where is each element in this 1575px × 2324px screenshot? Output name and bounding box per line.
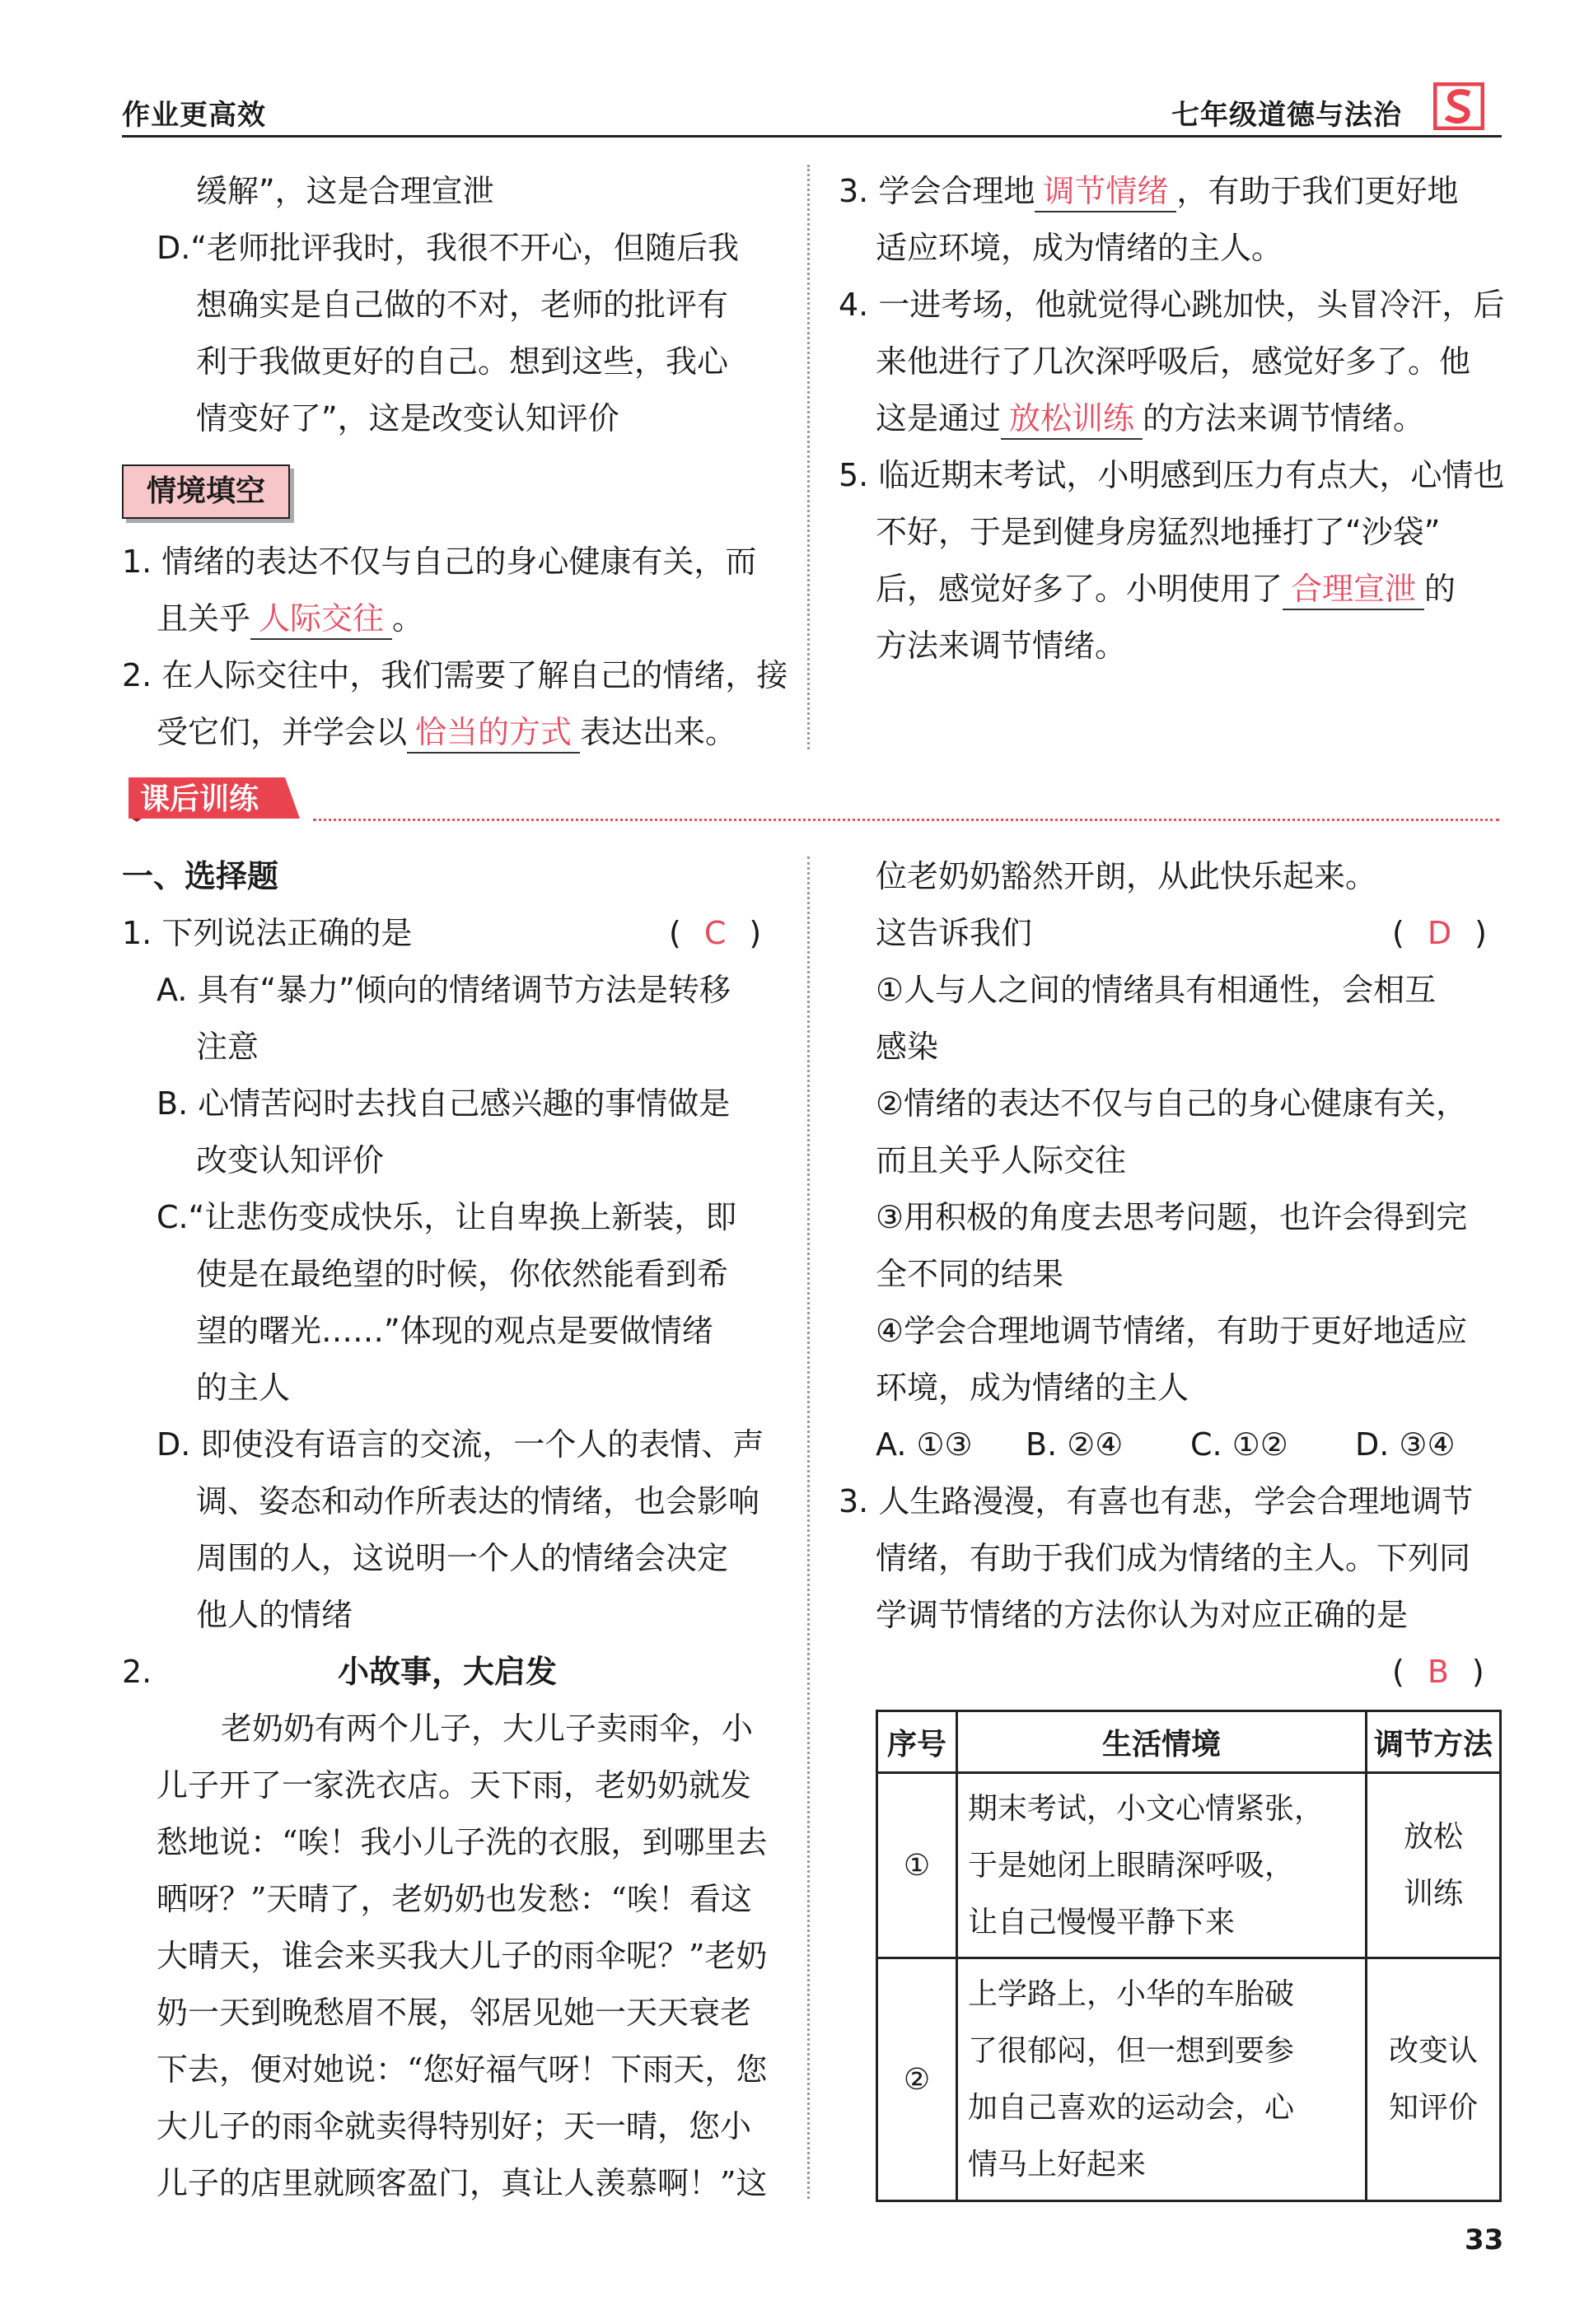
q2-story-line: 位老奶奶豁然开朗，从此快乐起来。 xyxy=(876,858,1377,894)
q1-answer: C xyxy=(703,915,727,951)
q2-story-line: 奶一天到晚愁眉不展，邻居见她一天天衰老 xyxy=(157,1995,752,2031)
table-header-cell: 序号 xyxy=(877,1711,957,1773)
publisher-logo-icon xyxy=(1433,82,1484,130)
q1-stem: 1. 下列说法正确的是 xyxy=(122,915,413,951)
q1-option-line: C.“让悲伤变成快乐，让自卑换上新装，即 xyxy=(157,1199,737,1235)
fill-q1-suffix: 。 xyxy=(392,600,424,637)
q2-number: 2. xyxy=(122,1654,152,1690)
fill-q1-line: 1. 情绪的表达不仅与自己的身心健康有关，而 xyxy=(122,544,757,580)
q2-option-line: ④学会合理地调节情绪，有助于更好地适应 xyxy=(876,1313,1468,1349)
situation-line: 上学路上，小华的车胎破 xyxy=(968,1977,1295,2011)
paren-left: ( xyxy=(669,915,681,951)
q1-option-line: 望的曙光……”体现的观点是要做情绪 xyxy=(196,1313,713,1349)
table-cell-no: ① xyxy=(877,1773,957,1958)
ribbon-label: 课后训练 xyxy=(140,782,259,816)
q2-option-line: 环境，成为情绪的主人 xyxy=(876,1370,1189,1406)
fill-q1-prefix: 且关乎 xyxy=(157,600,251,637)
table-row xyxy=(877,1773,1501,1958)
situation-line: 了很郁闷，但一想到要参 xyxy=(968,2034,1295,2068)
q2-story-line: 大儿子的雨伞就卖得特别好；天一晴，您小 xyxy=(157,2108,752,2144)
q1-option-line: 调、姿态和动作所表达的情绪，也会影响 xyxy=(196,1483,760,1519)
paren-right: ) xyxy=(749,915,762,951)
fill-q3-prefix: 3. 学会合理地 xyxy=(839,173,1035,209)
q2-answer-paren xyxy=(1392,905,1487,962)
method-line: 训练 xyxy=(1403,1877,1463,1911)
fill-q5-prefix: 后，感觉好多了。小明使用了 xyxy=(876,571,1283,607)
q3-answer: B xyxy=(1427,1654,1449,1690)
table-cell-situation xyxy=(957,1958,1367,2201)
option-d-line: 想确实是自己做的不对，老师的批评有 xyxy=(196,287,729,323)
table-row xyxy=(877,1958,1501,2201)
section-dashed-rule xyxy=(313,819,1499,821)
fill-q4-line3 xyxy=(876,390,1424,447)
q1-option-line: 的主人 xyxy=(196,1370,291,1406)
fill-q1-answer: 人际交往 xyxy=(250,599,392,640)
situation-line: 让自己慢慢平静下来 xyxy=(968,1905,1236,1939)
fill-q2-line2 xyxy=(157,704,736,761)
section-heading-choice: 一、选择题 xyxy=(122,858,279,894)
q2-story-line: 愁地说：“唉！我小儿子洗的衣服，到哪里去 xyxy=(157,1824,768,1860)
situation-line: 期末考试，小文心情紧张， xyxy=(968,1791,1325,1826)
q2-option-line: ①人与人之间的情绪具有相通性，会相互 xyxy=(876,972,1437,1008)
fill-q5-suffix: 的 xyxy=(1424,571,1456,607)
q2-ask: 这告诉我们 xyxy=(876,915,1033,951)
q1-answer-paren xyxy=(669,905,761,962)
top-left-line: 缓解”，这是合理宣泄 xyxy=(196,173,494,209)
option-d-line: 情变好了”，这是改变认知评价 xyxy=(196,400,619,436)
method-line: 改变认 xyxy=(1388,2034,1478,2068)
paren-left: ( xyxy=(1392,1654,1404,1690)
option-d-line: 利于我做更好的自己。想到这些，我心 xyxy=(196,343,729,380)
q2-answer: D xyxy=(1427,915,1452,951)
fill-q4-suffix: 的方法来调节情绪。 xyxy=(1143,400,1425,436)
q3-stem-line: 情绪，有助于我们成为情绪的主人。下列同 xyxy=(876,1540,1471,1576)
q2-story-title: 小故事，大启发 xyxy=(338,1654,558,1690)
fill-q5-line: 5. 临近期末考试，小明感到压力有点大，心情也 xyxy=(839,457,1505,493)
table-cell-method xyxy=(1367,1958,1501,2201)
fill-q2-line: 2. 在人际交往中，我们需要了解自己的情绪，接 xyxy=(122,657,788,693)
fill-q5-line2: 不好，于是到健身房猛烈地捶打了“沙袋” xyxy=(876,514,1441,550)
q2-story-line: 下去，便对她说：“您好福气呀！下雨天，您 xyxy=(157,2051,768,2088)
paren-right: ) xyxy=(1471,1654,1484,1690)
q2-option-line: 全不同的结果 xyxy=(876,1256,1064,1292)
q1-option-line: 他人的情绪 xyxy=(196,1597,353,1633)
paren-left: ( xyxy=(1392,915,1404,951)
fill-q3-line xyxy=(839,163,1458,220)
q2-option-line: 而且关乎人际交往 xyxy=(876,1142,1127,1178)
q1-option-line: 使是在最绝望的时候，你依然能看到希 xyxy=(196,1256,729,1292)
q3-stem-line: 学调节情绪的方法你认为对应正确的是 xyxy=(876,1597,1409,1633)
fill-q4-line: 4. 一进考场，他就觉得心跳加快，头冒冷汗，后 xyxy=(839,287,1505,323)
q2-option-line: ③用积极的角度去思考问题，也许会得到完 xyxy=(876,1199,1468,1235)
header-left-title: 作业更高效 xyxy=(122,99,266,132)
page-number: 33 xyxy=(1465,2224,1504,2256)
table-header-cell: 调节方法 xyxy=(1367,1711,1501,1773)
q2-choice-d: D. ③④ xyxy=(1355,1426,1456,1463)
q2-story-line: 儿子的店里就顾客盈门，真让人羡慕啊！”这 xyxy=(157,2165,768,2201)
paren-right: ) xyxy=(1475,915,1487,951)
table-header-row xyxy=(877,1711,1501,1773)
header-rule xyxy=(122,135,1502,138)
q1-option-line: 周围的人，这说明一个人的情绪会决定 xyxy=(196,1540,729,1576)
fill-q2-prefix: 受它们，并学会以 xyxy=(157,714,408,750)
fill-q3-suffix: ，有助于我们更好地 xyxy=(1176,173,1459,209)
fill-q3-answer: 调节情绪 xyxy=(1035,171,1176,212)
q3-answer-paren xyxy=(1392,1644,1484,1701)
method-line: 知评价 xyxy=(1388,2091,1478,2125)
header-right-title: 七年级道德与法治 xyxy=(1171,99,1402,132)
q2-choice-a: A. ①③ xyxy=(876,1426,973,1463)
situation-line: 于是她闭上眼睛深呼吸， xyxy=(968,1848,1295,1883)
q2-story-line: 大晴天，谁会来买我大儿子的雨伞呢？”老奶 xyxy=(157,1938,768,1974)
q2-option-line: 感染 xyxy=(876,1029,939,1065)
column-divider-bottom xyxy=(807,856,810,2199)
q2-story-line: 老奶奶有两个儿子，大儿子卖雨伞，小 xyxy=(221,1710,754,1747)
q2-choice-c: C. ①② xyxy=(1190,1426,1288,1463)
table-cell-situation xyxy=(957,1773,1367,1958)
section-tag-situation-fill: 情境填空 xyxy=(122,464,290,519)
q1-option-line: 注意 xyxy=(196,1029,259,1065)
q3-stem-line: 3. 人生路漫漫，有喜也有悲，学会合理地调节 xyxy=(839,1483,1474,1519)
q1-option-line: 改变认知评价 xyxy=(196,1142,385,1178)
fill-q3-line2: 适应环境，成为情绪的主人。 xyxy=(876,230,1283,266)
fill-q5-answer: 合理宣泄 xyxy=(1283,569,1424,610)
table-header-cell: 生活情境 xyxy=(957,1711,1367,1773)
column-divider-top xyxy=(807,165,810,749)
situation-line: 加自己喜欢的运动会，心 xyxy=(968,2091,1295,2125)
fill-q4-line2: 来他进行了几次深呼吸后，感觉好多了。他 xyxy=(876,343,1471,380)
fill-q5-line3 xyxy=(876,561,1456,618)
fill-q2-answer: 恰当的方式 xyxy=(407,712,580,754)
table-cell-method xyxy=(1367,1773,1501,1958)
q2-story-line: 儿子开了一家洗衣店。天下雨，老奶奶就发 xyxy=(157,1767,752,1804)
fill-q4-answer: 放松训练 xyxy=(1001,399,1143,440)
q1-option-line: D. 即使没有语言的交流，一个人的表情、声 xyxy=(157,1426,764,1463)
situation-line: 情马上好起来 xyxy=(968,2148,1147,2182)
table-cell-no: ② xyxy=(877,1958,957,2201)
method-line: 放松 xyxy=(1403,1820,1463,1854)
fill-q4-prefix: 这是通过 xyxy=(876,400,1002,436)
option-d-line: D.“老师批评我时，我很不开心，但随后我 xyxy=(157,230,740,266)
fill-q5-line4: 方法来调节情绪。 xyxy=(876,628,1127,664)
q2-story-line: 晒呀？”天晴了，老奶奶也发愁：“唉！看这 xyxy=(157,1881,752,1917)
q1-option-line: B. 心情苦闷时去找自己感兴趣的事情做是 xyxy=(157,1085,731,1122)
q1-option-line: A. 具有“暴力”倾向的情绪调节方法是转移 xyxy=(157,972,731,1008)
q2-choice-b: B. ②④ xyxy=(1026,1426,1124,1463)
fill-q2-suffix: 表达出来。 xyxy=(580,714,737,750)
q2-option-line: ②情绪的表达不仅与自己的身心健康有关， xyxy=(876,1085,1468,1122)
after-class-ribbon xyxy=(124,774,305,822)
adjust-method-table xyxy=(876,1710,1502,2202)
fill-q1-line2 xyxy=(157,590,423,647)
